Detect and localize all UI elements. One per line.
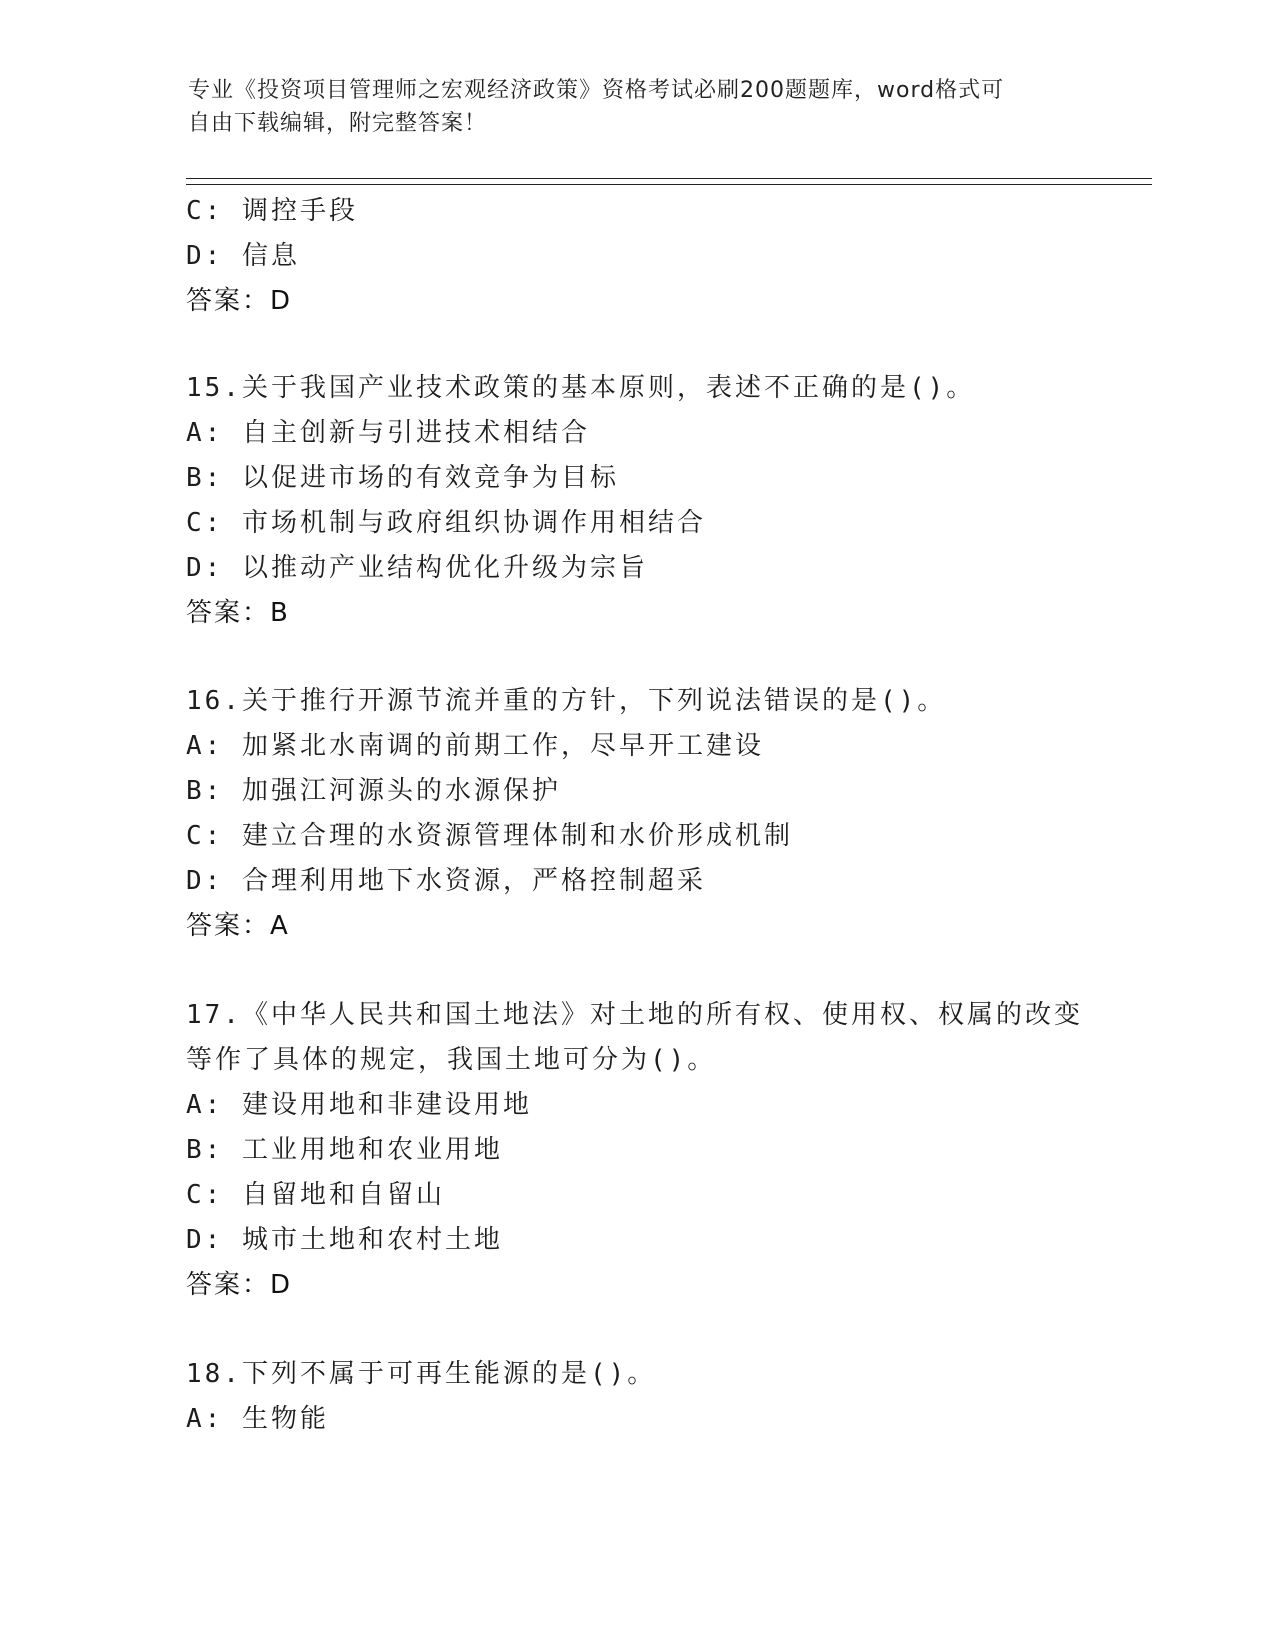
q16-option-c: C: 建立合理的水资源管理体制和水价形成机制 bbox=[186, 821, 793, 851]
q17-stem-line-1: 17.《中华人民共和国土地法》对土地的所有权、使用权、权属的改变 bbox=[186, 1000, 1083, 1030]
q17-option-d: D: 城市土地和农村土地 bbox=[186, 1225, 503, 1255]
q14-answer: 答案：D bbox=[186, 286, 293, 316]
q17-option-c: C: 自留地和自留山 bbox=[186, 1180, 445, 1210]
document-header bbox=[188, 74, 1088, 140]
q16-option-a: A: 加紧北水南调的前期工作，尽早开工建设 bbox=[186, 731, 764, 761]
q17-stem-line-2: 等作了具体的规定，我国土地可分为()。 bbox=[186, 1045, 717, 1075]
header-line-2: 自由下载编辑，附完整答案！ bbox=[188, 111, 488, 136]
q16-option-d: D: 合理利用地下水资源，严格控制超采 bbox=[186, 866, 706, 896]
q18-option-a: A: 生物能 bbox=[186, 1404, 329, 1434]
q15-option-d: D: 以推动产业结构优化升级为宗旨 bbox=[186, 553, 648, 583]
q15-option-a: A: 自主创新与引进技术相结合 bbox=[186, 418, 590, 448]
q15-option-c: C: 市场机制与政府组织协调作用相结合 bbox=[186, 508, 706, 538]
q16-answer: 答案：A bbox=[186, 911, 290, 941]
q18-stem: 18.下列不属于可再生能源的是()。 bbox=[186, 1359, 657, 1389]
q16-stem: 16.关于推行开源节流并重的方针，下列说法错误的是()。 bbox=[186, 686, 947, 716]
q17-answer: 答案：D bbox=[186, 1270, 293, 1300]
q15-answer: 答案：B bbox=[186, 598, 290, 628]
header-line-1: 专业《投资项目管理师之宏观经济政策》资格考试必刷200题题库，word格式可 bbox=[188, 78, 1005, 103]
header-divider-top bbox=[186, 178, 1152, 179]
q16-option-b: B: 加强江河源头的水源保护 bbox=[186, 776, 561, 806]
header-divider-bottom bbox=[186, 184, 1152, 185]
q14-option-c: C: 调控手段 bbox=[186, 196, 358, 226]
q15-option-b: B: 以促进市场的有效竞争为目标 bbox=[186, 463, 619, 493]
q17-option-a: A: 建设用地和非建设用地 bbox=[186, 1090, 532, 1120]
q17-option-b: B: 工业用地和农业用地 bbox=[186, 1135, 503, 1165]
q14-option-d: D: 信息 bbox=[186, 241, 300, 271]
q15-stem: 15.关于我国产业技术政策的基本原则，表述不正确的是()。 bbox=[186, 373, 976, 403]
